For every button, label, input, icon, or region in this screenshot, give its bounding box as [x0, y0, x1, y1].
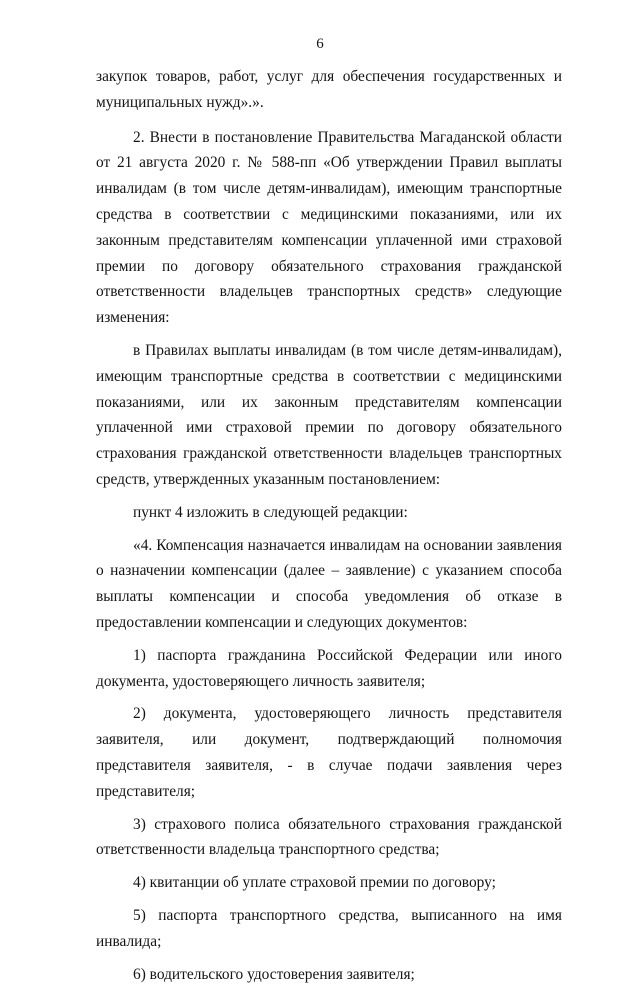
list-item-passport: 1) паспорта гражданина Российской Федерации или иного документа, удостоверяющего личность заявителя; [96, 643, 562, 695]
list-item-vehicle-passport: 5) паспорта транспортного средства, выписанного на имя инвалида; [96, 903, 562, 955]
list-item-payment-receipt: 4) квитанции об уплате страховой премии по договору; [96, 870, 562, 896]
paragraph-point-4-intro: пункт 4 изложить в следующей редакции: [96, 500, 562, 526]
list-item-representative-document: 2) документа, удостоверяющего личность представителя заявителя, или документ, подтверждающий полномочия представителя заявителя, - в случае подачи заявления через представителя; [96, 701, 562, 804]
page-number: 6 [0, 36, 640, 53]
paragraph-continuation: закупок товаров, работ, услуг для обеспечения государственных и муниципальных нужд».». [96, 64, 562, 116]
paragraph-rules-amendment: в Правилах выплаты инвалидам (в том числе детям-инвалидам), имеющим транспортные средства в соответствии с медицинскими показаниями, или их законным представителям компенсации уплаченной ими страховой премии по договору обязательного страхования гражданской ответственности владельцев транспортных средств, утвержденных указанным постановлением: [96, 338, 562, 493]
list-item-insurance-policy: 3) страхового полиса обязательного страхования гражданской ответственности владельца транспортного средства; [96, 812, 562, 864]
document-body [96, 64, 562, 987]
paragraph-point-4-text: «4. Компенсация назначается инвалидам на основании заявления о назначении компенсации (далее – заявление) с указанием способа выплаты компенсации и способа уведомления об отказе в предоставлении компенсации и следующих документов: [96, 533, 562, 636]
list-item-driver-license: 6) водительского удостоверения заявителя; [96, 962, 562, 987]
paragraph-item-2: 2. Внести в постановление Правительства Магаданской области от 21 августа 2020 г. № 588-пп «Об утверждении Правил выплаты инвалидам (в том числе детям-инвалидам), имеющим транспортные средства в соответствии с медицинскими показаниями, или их законным представителям компенсации уплаченной ими страховой премии по договору обязательного страхования гражданской ответственности владельцев транспортных средств» следующие изменения: [96, 125, 562, 331]
